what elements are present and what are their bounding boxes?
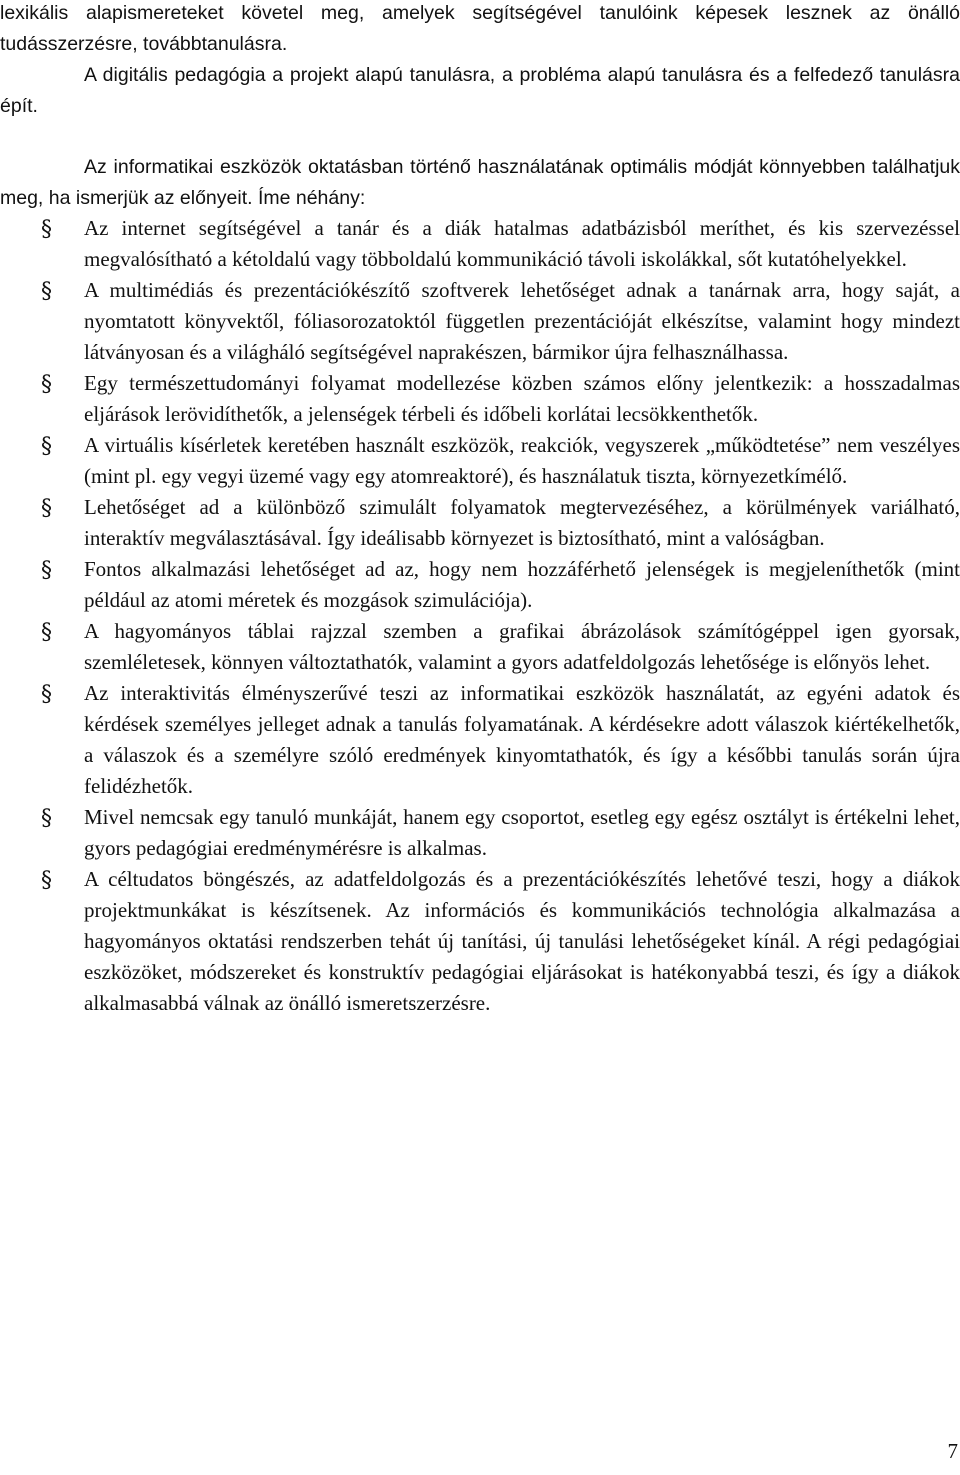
- svg-text:§: §: [41, 620, 52, 645]
- section-mark-icon: [40, 277, 54, 305]
- list-item-text: Mivel nemcsak egy tanuló munkáját, hanem egy csoportot, esetleg egy egész osztályt is értékelni lehet, gyors pedagógiai eredménymérésre is alkalmas.: [84, 805, 960, 860]
- section-mark-icon: [40, 618, 54, 646]
- svg-text:§: §: [41, 558, 52, 583]
- svg-text:§: §: [41, 434, 52, 459]
- svg-text:§: §: [41, 496, 52, 521]
- section-mark-icon: [40, 215, 54, 243]
- list-item: [0, 275, 960, 368]
- list-item-text: Lehetőséget ad a különböző szimulált folyamatok megtervezéséhez, a körülmények variálható, interaktív megválasztásával. Így ideálisabb környezet is biztosítható, mint a valóságban.: [84, 495, 960, 550]
- section-mark-icon: [40, 680, 54, 708]
- list-item: [0, 368, 960, 430]
- list-item-text: Az internet segítségével a tanár és a diák hatalmas adatbázisból meríthet, és kis szervezéssel megvalósítható a kétoldalú vagy többoldalú kommunikáció távoli iskolákkal, sőt kutatóhelyekkel.: [84, 216, 960, 271]
- list-item: [0, 213, 960, 275]
- section-mark-icon: [40, 866, 54, 894]
- list-item: [0, 616, 960, 678]
- list-item: [0, 864, 960, 1019]
- svg-text:§: §: [41, 217, 52, 242]
- list-item: [0, 802, 960, 864]
- svg-text:§: §: [41, 868, 52, 893]
- intro-paragraph-3: Az informatikai eszközök oktatásban történő használatának optimális módját könnyebben találhatjuk meg, ha ismerjük az előnyeit. Íme néhány:: [0, 156, 960, 209]
- list-item-text: Egy természettudományi folyamat modellezése közben számos előny jelentkezik: a hosszadalmas eljárások lerövidíthetők, a jelenségek térbeli és időbeli korlátai lecsökkenthetők.: [84, 371, 960, 426]
- list-item: [0, 554, 960, 616]
- section-mark-icon: [40, 494, 54, 522]
- intro-paragraph-1: lexikális alapismereteket követel meg, amelyek segítségével tanulóink képesek lesznek az önálló tudásszerzésre, továbbtanulásra.: [0, 2, 960, 55]
- intro-paragraph-2: A digitális pedagógia a projekt alapú tanulásra, a probléma alapú tanulásra és a felfedező tanulásra épít.: [0, 64, 960, 117]
- section-mark-icon: [40, 804, 54, 832]
- list-item-text: A multimédiás és prezentációkészítő szoftverek lehetőséget adnak a tanárnak arra, hogy saját, a nyomtatott könyvektől, fóliasorozatoktól független prezentációját elkészítse, valamint hogy mindezt látványosan és a világháló segítségével naprakészen, bármikor újra felhasználhassa.: [84, 278, 960, 364]
- section-mark-icon: [40, 432, 54, 460]
- list-item: [0, 678, 960, 802]
- advantages-list: [0, 213, 960, 1019]
- page-number: 7: [947, 1439, 958, 1463]
- svg-text:§: §: [41, 279, 52, 304]
- svg-text:§: §: [41, 372, 52, 397]
- list-item-text: Az interaktivitás élményszerűvé teszi az informatikai eszközök használatát, az egyéni adatok és kérdések személyes jelleget adnak a tanulás folyamatának. A kérdésekre adott válaszok kiértékelhetők, a válaszok és a személyre szóló eredmények kinyomtathatók, és így a későbbi tanulás során újra felidézhetők.: [84, 681, 960, 798]
- svg-text:§: §: [41, 682, 52, 707]
- section-mark-icon: [40, 556, 54, 584]
- list-item-text: A hagyományos táblai rajzzal szemben a grafikai ábrázolások számítógéppel igen gyorsak, szemléletesek, könnyen változtathatók, valamint a gyors adatfeldolgozás lehetősége is előnyös lehet.: [84, 619, 960, 674]
- svg-text:§: §: [41, 806, 52, 831]
- list-item-text: A virtuális kísérletek keretében használt eszközök, reakciók, vegyszerek „működtetése” nem veszélyes (mint pl. egy vegyi üzemé vagy egy atomreaktoré), és használatuk tiszta, környezetkímélő.: [84, 433, 960, 488]
- list-item: [0, 430, 960, 492]
- section-mark-icon: [40, 370, 54, 398]
- list-item: [0, 492, 960, 554]
- list-item-text: A céltudatos böngészés, az adatfeldolgozás és a prezentációkészítés lehetővé teszi, hogy a diákok projektmunkákat is készítsenek. Az információs és kommunikációs technológia alkalmazása a hagyományos oktatási rendszerben tehát új tanítási, új tanulási lehetőségeket kínál. A régi pedagógiai eszközöket, módszereket és konstruktív pedagógiai eljárásokat is hatékonyabbá teszi, és így a diákok alkalmasabbá válnak az önálló ismeretszerzésre.: [84, 867, 960, 1015]
- list-item-text: Fontos alkalmazási lehetőséget ad az, hogy nem hozzáférhető jelenségek is megjeleníthetők (mint például az atomi méretek és mozgások szimulációja).: [84, 557, 960, 612]
